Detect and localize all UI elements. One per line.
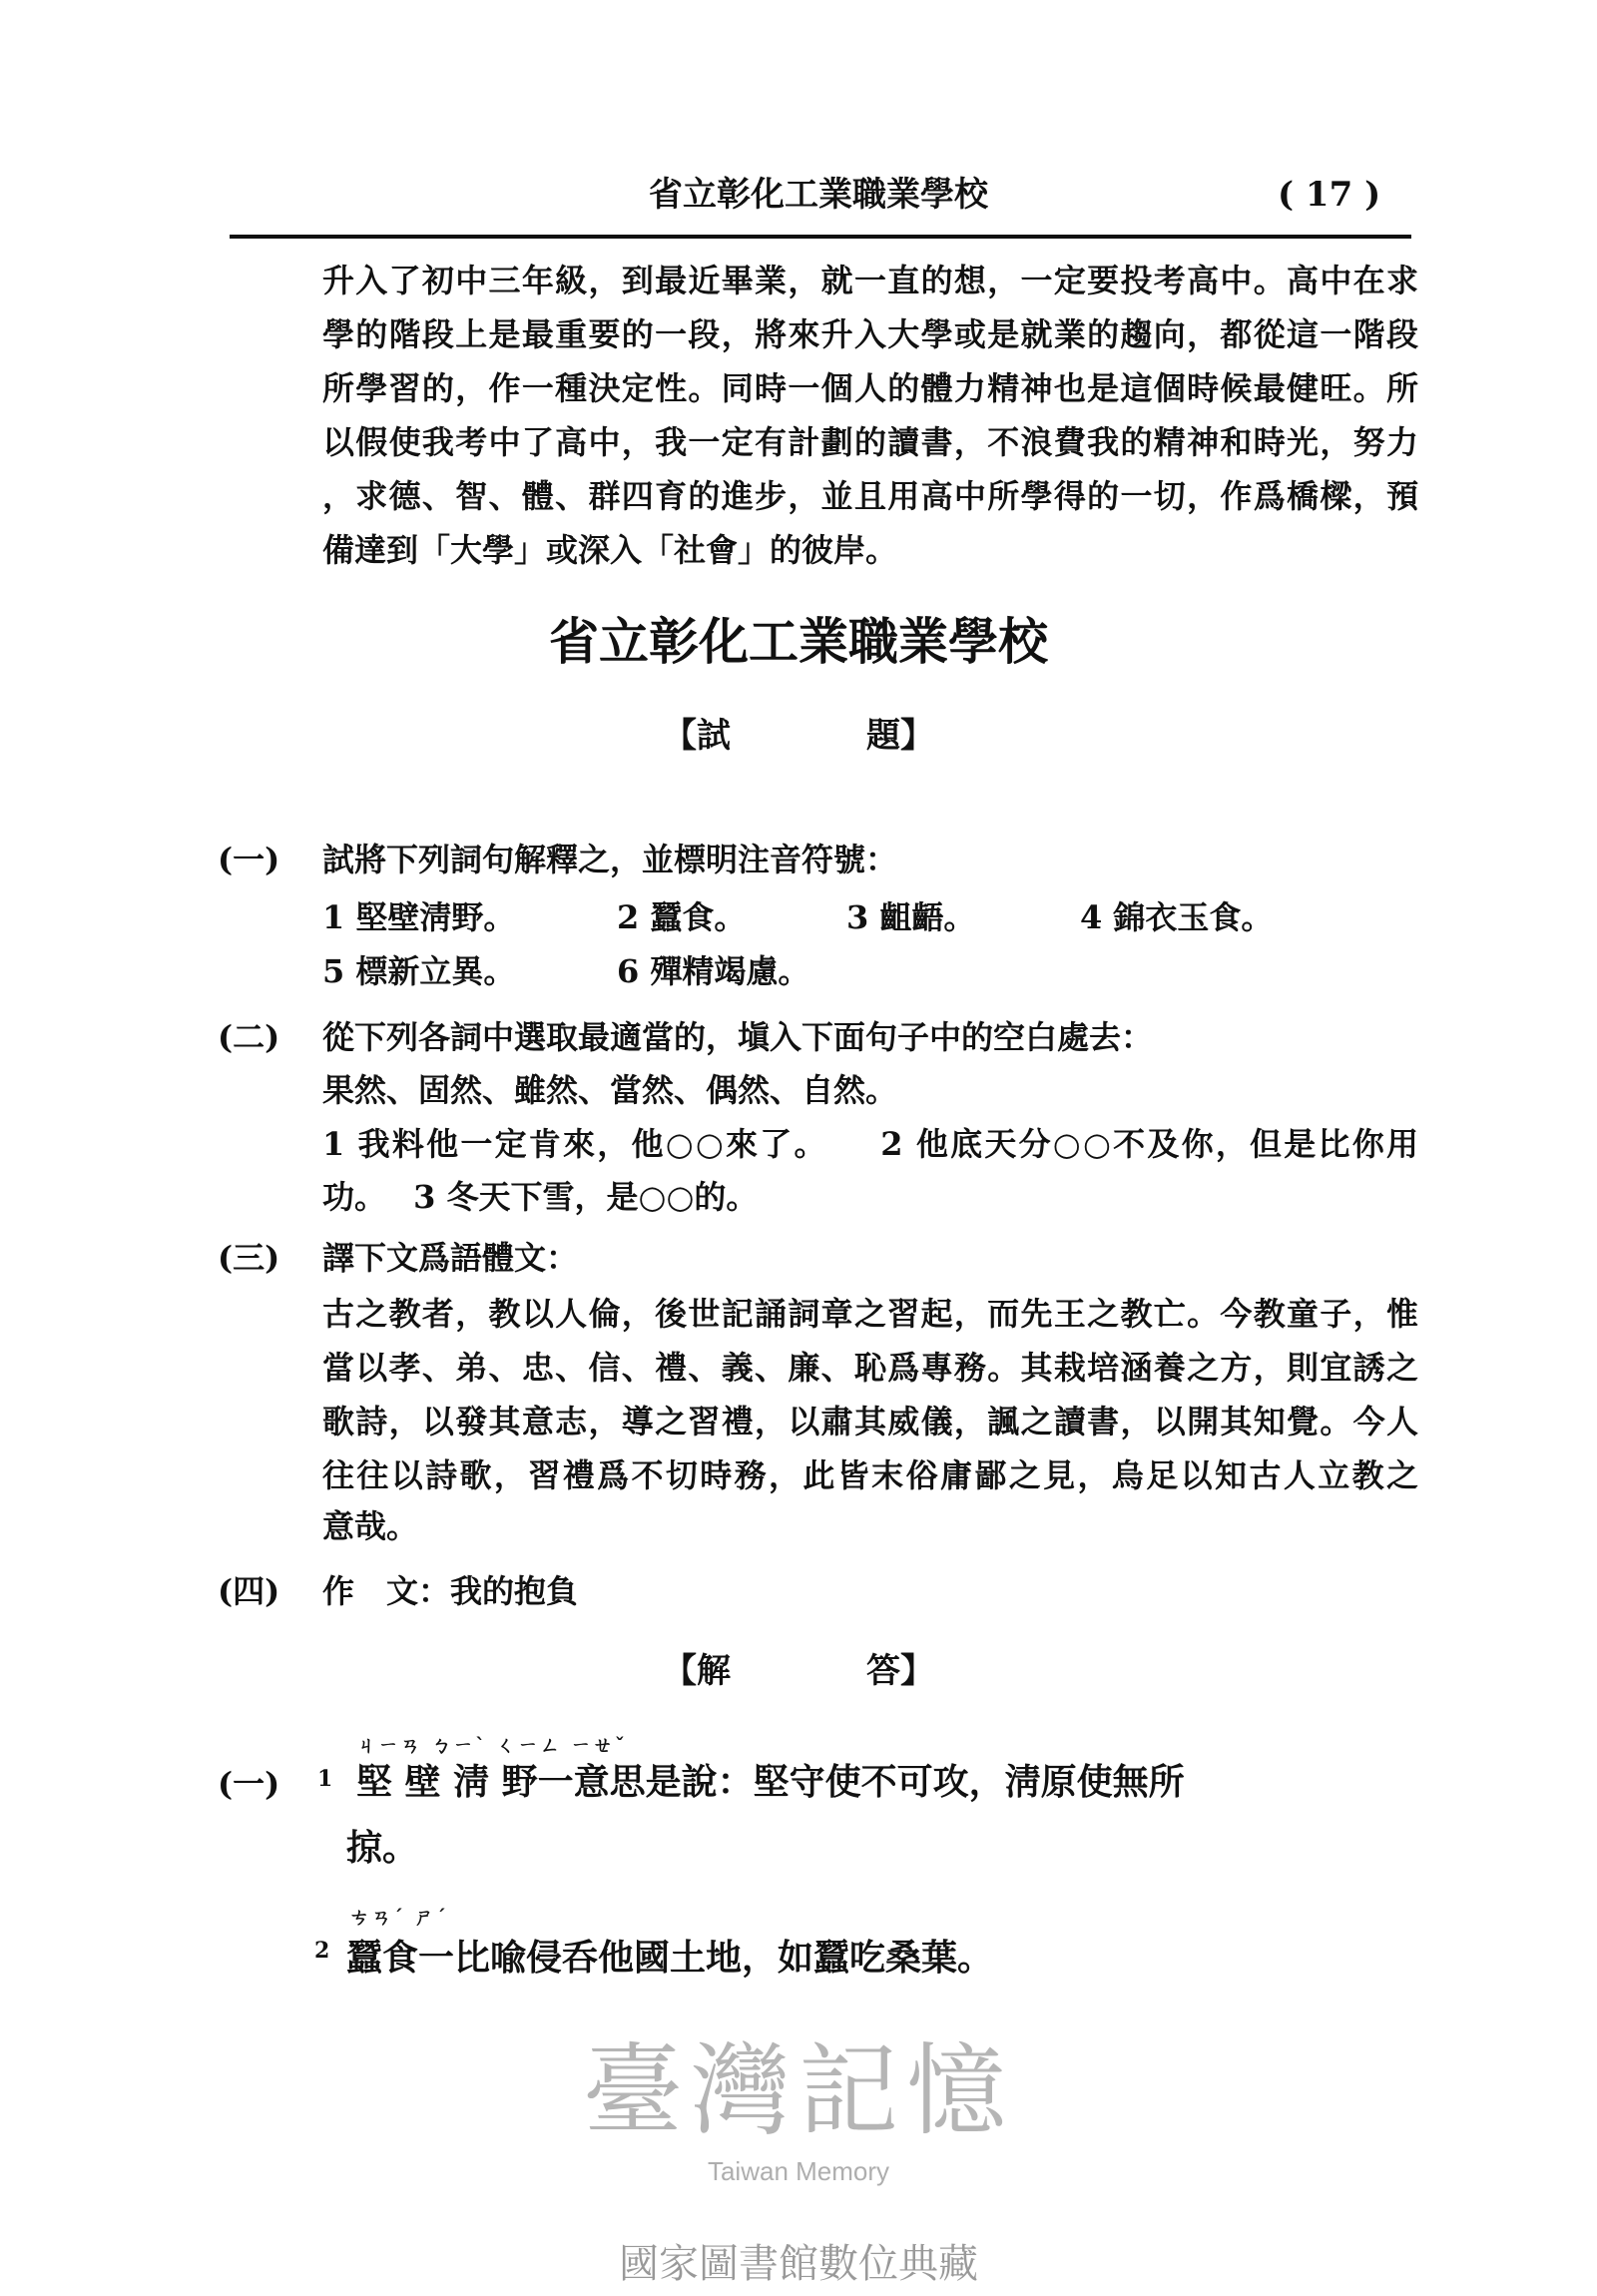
- q3-passage-line: 歌詩，以發其意志，導之習禮，以肅其威儀，諷之讀書，以開其知覺。今人: [322, 1403, 1418, 1440]
- a1-label: (一): [218, 1765, 280, 1803]
- q4-label: (四): [218, 1572, 280, 1610]
- q1-item: 4 錦衣玉食。: [1080, 898, 1274, 936]
- a1-text: 堅 壁 淸 野一意思是說：堅守使不可攻，淸原使無所: [356, 1761, 1185, 1803]
- page-number: ( 17 ): [1278, 175, 1381, 215]
- intro-line: 學的階段上是最重要的一段，將來升入大學或是就業的趨向，都從這一階段: [322, 315, 1418, 353]
- a1-text-cont: 掠。: [346, 1827, 419, 1869]
- intro-line: 所學習的，作一種決定性。同時一個人的體力精神也是這個時候最健旺。所: [322, 369, 1418, 407]
- q1-item: 2 蠶食。: [617, 898, 747, 936]
- q1-item: 1 堅壁淸野。: [322, 898, 516, 936]
- q3-text: 譯下文爲語體文：: [322, 1239, 579, 1277]
- q1-item: 6 殫精竭慮。: [617, 952, 810, 990]
- a2-zhuyin: ㄘㄢˊ ㄕˊ: [349, 1905, 448, 1929]
- intro-line: 備達到「大學」或深入「社會」的彼岸。: [322, 531, 898, 569]
- header-rule: [230, 235, 1411, 239]
- q3-passage-line: 當以孝、弟、忠、信、禮、義、廉、恥爲專務。其栽培涵養之方，則宜誘之: [322, 1349, 1418, 1387]
- q3-passage-line: 往往以詩歌，習禮爲不切時務，此皆末俗庸鄙之見，烏足以知古人立教之: [322, 1456, 1418, 1494]
- q1-item: 5 標新立異。: [322, 952, 516, 990]
- watermark-text: Taiwan Memory: [707, 2156, 890, 2186]
- intro-line: ，求德、智、體、群四育的進步，並且用高中所學得的一切，作爲橋樑，預: [322, 477, 1418, 515]
- a1-number: 1: [317, 1766, 333, 1792]
- intro-line: 以假使我考中了高中，我一定有計劃的讀書，不浪費我的精神和時光，努力: [322, 423, 1418, 461]
- q1-label: (一): [218, 841, 280, 878]
- answers-heading: 【解 答】: [663, 1651, 934, 1691]
- footer-credit: 國家圖書館數位典藏: [619, 2241, 978, 2287]
- q3-passage-line: 意哉。: [322, 1507, 419, 1545]
- q2-text: 從下列各詞中選取最適當的，塡入下面句子中的空白處去：: [322, 1018, 1154, 1056]
- questions-heading: 【試 題】: [663, 716, 934, 756]
- intro-line: 升入了初中三年級，到最近畢業，就一直的想，一定要投考高中。高中在求: [322, 262, 1418, 299]
- q2-sentence: 1 我料他一定肯來，他○○來了。 2 他底天分○○不及你，但是比你用: [322, 1125, 1418, 1163]
- q2-label: (二): [218, 1018, 280, 1056]
- a1-zhuyin: ㄐㄧㄢ ㄅㄧˋ ㄑㄧㄥ ㄧㄝˇ: [356, 1733, 627, 1757]
- a2-number: 2: [314, 1938, 330, 1964]
- q1-text: 試將下列詞句解釋之，並標明注音符號：: [322, 841, 898, 878]
- q2-sentence: 功。 3 冬天下雪，是○○的。: [322, 1178, 759, 1216]
- q1-item: 3 齟齬。: [846, 898, 976, 936]
- a2-text: 蠶食一比喩侵呑他國土地，如蠶吃桑葉。: [346, 1937, 994, 1979]
- watermark-logo: 臺灣記憶: [583, 2032, 1014, 2149]
- exam-title: 省立彰化工業職業學校: [549, 612, 1048, 671]
- running-header-school: 省立彰化工業職業學校: [649, 175, 988, 215]
- q4-text: 作 文：我的抱負: [322, 1572, 579, 1610]
- q2-options: 果然、固然、雖然、當然、偶然、自然。: [322, 1071, 898, 1109]
- q3-passage-line: 古之教者，教以人倫，後世記誦詞章之習起，而先王之教亡。今教童子，惟: [322, 1295, 1418, 1333]
- q3-label: (三): [218, 1239, 280, 1277]
